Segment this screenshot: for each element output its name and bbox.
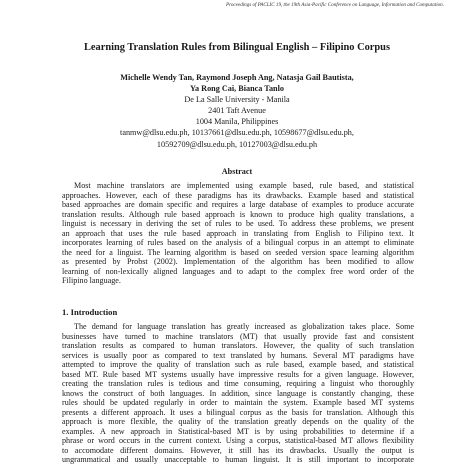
section1-line: phrase or word occurs in the current context. Using a corpus, statistical-based MT allows flexibility [62,436,414,445]
abstract-line: linguist is necessary in deriving the set of rules to be used. To address these problems, we present [62,219,414,228]
section1-line: examples. A new approach in Statistical-based MT is by using probabilities to determine if a [62,426,414,436]
abstract-line: an approach that uses the rule based approach in translating from English to Filipino text. It [62,228,414,238]
section1-line: translation results as compared to human translators. However, the quality of such translation [62,341,414,350]
abstract-line: approaches. However, each of these paradigms has its drawbacks. Example based and statistical [62,190,414,200]
address-line-1: 2401 Taft Avenue [208,106,266,116]
section1-line: creating the translation rules is tedious and time consuming, requiring a linguist who thoroughly [62,379,414,388]
abstract-heading: Abstract [221,167,253,176]
author-names-line-2: Ya Rong Cai, Bianca Tanlo [190,84,284,94]
introduction-text [62,322,414,465]
abstract-line: incorporates learning of rules based on the analysis of a bilingual corpus in an attempt to eliminate [62,238,414,247]
running-header: Proceedings of PACLIC 19, the 19th Asia-Pacific Conference on Language, Information and Computation. [225,2,444,8]
abstract-line: learning of non-lexically aligned languages and to adapt to the complex free word order of the [62,266,414,276]
address-line-2: 1004 Manila, Philippines [195,117,279,127]
paper-title: Learning Translation Rules from Bilingual English – Filipino Corpus [83,42,390,53]
section1-line: businesses have turned to machine translators (MT) that usually provide fast and consistent [62,331,414,341]
author-block [0,72,474,150]
section1-line: to accomodate different domains. However, it still has its drawbacks. Usually the output is [62,445,414,455]
abstract-line: Filipino language. [62,276,121,285]
section1-line: knows the construct of both languages. In addition, since language is constantly changing, these [62,388,414,398]
section1-line: rules should be updated regularly in order to maintain the system. Example based MT systems [62,398,414,407]
section-heading-introduction: 1. Introduction [62,307,118,317]
section1-line: based MT. Rule based MT systems usually have impressive results for a given language. However, [62,369,414,379]
section1-line: The demand for language translation has greatly increased as globalization takes place. Some [74,322,414,331]
abstract-line: Most machine translators are implemented using example based, rule based, and statistical [74,181,414,190]
abstract-line: as presented by Probst (2002). Implementation of the algorithm has been modified to allow [62,257,414,266]
emails-line-2: 10592709@dlsu.edu.ph, 10127003@dlsu.edu.ph [156,139,318,149]
author-names-line-1: Michelle Wendy Tan, Raymond Joseph Ang, Natasja Gail Bautista, [120,73,354,82]
section1-line: attempted to improve the quality of translation such as rule based, example based, and statistical [62,360,414,369]
abstract-text [62,181,414,286]
emails-line-1: tanmw@dlsu.edu.ph, 10137661@dlsu.edu.ph, 10598677@dlsu.edu.ph, [120,128,354,138]
section1-line: presents a different approach. It uses a bilingual corpus as the basis for translation. Although this [62,407,414,417]
section1-line: approach is more flexible, the quality of the translation greatly depends on the quality of the [62,417,414,426]
affiliation: De La Salle University - Manila [184,95,290,105]
section1-line: services is usually poor as compared to text translated by humans. Several MT paradigms have [62,350,414,360]
section1-line: ungrammatical and usually unacceptable to human linguist. It is still important to incorporate [62,455,414,464]
abstract-line: translation results. Although rule based approach is known to produce high quality translations, a [62,209,414,219]
abstract-line: based approaches are domain specific and requires a large database of examples to produce accurate [62,200,414,209]
abstract-line: the need for a linguist. The learning algorithm is based on seeded version space learning algorithm [62,247,414,257]
